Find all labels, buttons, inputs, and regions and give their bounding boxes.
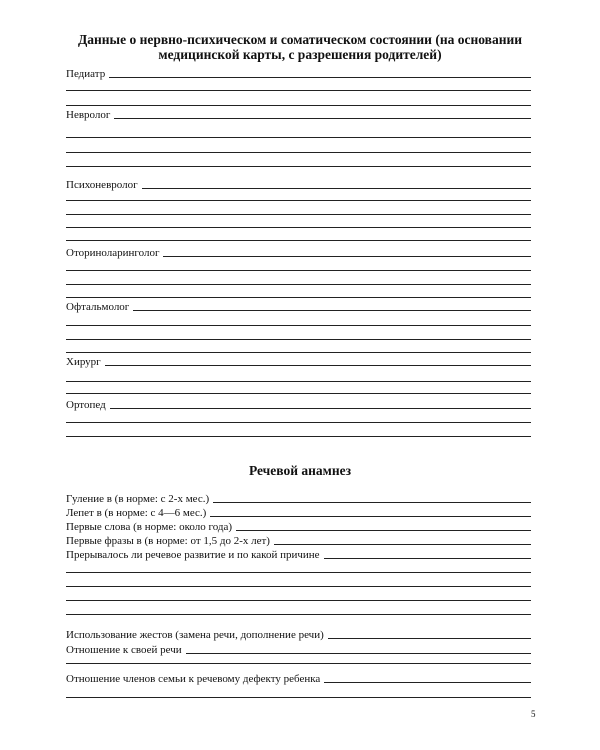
blank-line[interactable] — [66, 697, 531, 698]
blank-line[interactable] — [66, 105, 531, 106]
fill-line[interactable] — [324, 557, 531, 559]
field-label: Первые слова (в норме: около года) — [66, 521, 236, 533]
field-zhesty[interactable] — [66, 627, 531, 641]
field-gulenie[interactable] — [66, 491, 531, 505]
field-label: Прерывалось ли речевое развитие и по какой причине — [66, 549, 324, 561]
page-number: 5 — [531, 709, 536, 719]
field-preryvalos[interactable] — [66, 547, 531, 561]
blank-line[interactable] — [66, 297, 531, 298]
field-pervye-slova[interactable] — [66, 519, 531, 533]
fill-line[interactable] — [210, 515, 531, 517]
blank-line[interactable] — [66, 227, 531, 228]
blank-line[interactable] — [66, 339, 531, 340]
blank-line[interactable] — [66, 393, 531, 394]
field-oftalmolog[interactable] — [66, 299, 531, 313]
field-label: Оториноларинголог — [66, 247, 163, 259]
blank-line[interactable] — [66, 352, 531, 353]
fill-line[interactable] — [109, 76, 531, 78]
blank-line[interactable] — [66, 270, 531, 271]
fill-line[interactable] — [163, 255, 531, 257]
field-nevrolog[interactable] — [66, 107, 531, 121]
section-title-speech: Речевой анамнез — [248, 463, 352, 478]
blank-line[interactable] — [66, 572, 531, 573]
field-label: Невролог — [66, 109, 114, 121]
field-pediatr[interactable] — [66, 66, 531, 80]
fill-line[interactable] — [213, 501, 531, 503]
field-label: Лепет в (в норме: с 4—6 мес.) — [66, 507, 210, 519]
blank-line[interactable] — [66, 663, 531, 664]
field-otnoshenie-semi[interactable] — [66, 671, 531, 685]
blank-line[interactable] — [66, 436, 531, 437]
field-label: Хирург — [66, 356, 105, 368]
fill-line[interactable] — [142, 187, 531, 189]
blank-line[interactable] — [66, 381, 531, 382]
field-label: Офтальмолог — [66, 301, 133, 313]
fill-line[interactable] — [274, 543, 531, 545]
fill-line[interactable] — [110, 407, 531, 409]
fill-line[interactable] — [133, 309, 531, 311]
field-label: Педиатр — [66, 68, 109, 80]
field-label: Отношение к своей речи — [66, 644, 186, 656]
field-ortoped[interactable] — [66, 397, 531, 411]
blank-line[interactable] — [66, 200, 531, 201]
section-title-medical — [40, 32, 560, 62]
field-label: Ортопед — [66, 399, 110, 411]
field-pervye-frazy[interactable] — [66, 533, 531, 547]
fill-line[interactable] — [328, 637, 531, 639]
field-lepet[interactable] — [66, 505, 531, 519]
blank-line[interactable] — [66, 166, 531, 167]
blank-line[interactable] — [66, 152, 531, 153]
blank-line[interactable] — [66, 325, 531, 326]
blank-line[interactable] — [66, 600, 531, 601]
fill-line[interactable] — [186, 652, 531, 654]
field-khirurg[interactable] — [66, 354, 531, 368]
field-label: Гуление в (в норме: с 2-х мес.) — [66, 493, 213, 505]
blank-line[interactable] — [66, 284, 531, 285]
field-label: Использование жестов (замена речи, дополнение речи) — [66, 629, 328, 641]
blank-line[interactable] — [66, 137, 531, 138]
blank-line[interactable] — [66, 214, 531, 215]
fill-line[interactable] — [105, 364, 531, 366]
field-label: Психоневролог — [66, 179, 142, 191]
blank-line[interactable] — [66, 422, 531, 423]
blank-line[interactable] — [66, 614, 531, 615]
field-label: Первые фразы в (в норме: от 1,5 до 2-х лет) — [66, 535, 274, 547]
blank-line[interactable] — [66, 90, 531, 91]
fill-line[interactable] — [324, 681, 531, 683]
fill-line[interactable] — [114, 117, 531, 119]
field-label: Отношение членов семьи к речевому дефекту ребенка — [66, 673, 324, 685]
blank-line[interactable] — [66, 240, 531, 241]
section-title-line-2: медицинской карты, с разрешения родителей) — [158, 47, 442, 62]
blank-line[interactable] — [66, 586, 531, 587]
field-otorinolaringolog[interactable] — [66, 245, 531, 259]
section-title-line-1: Данные о нервно-психическом и соматическом состоянии (на основании — [77, 32, 523, 47]
fill-line[interactable] — [236, 529, 531, 531]
field-otnoshenie-k-rechi[interactable] — [66, 642, 531, 656]
field-psikhonevrolog[interactable] — [66, 177, 531, 191]
